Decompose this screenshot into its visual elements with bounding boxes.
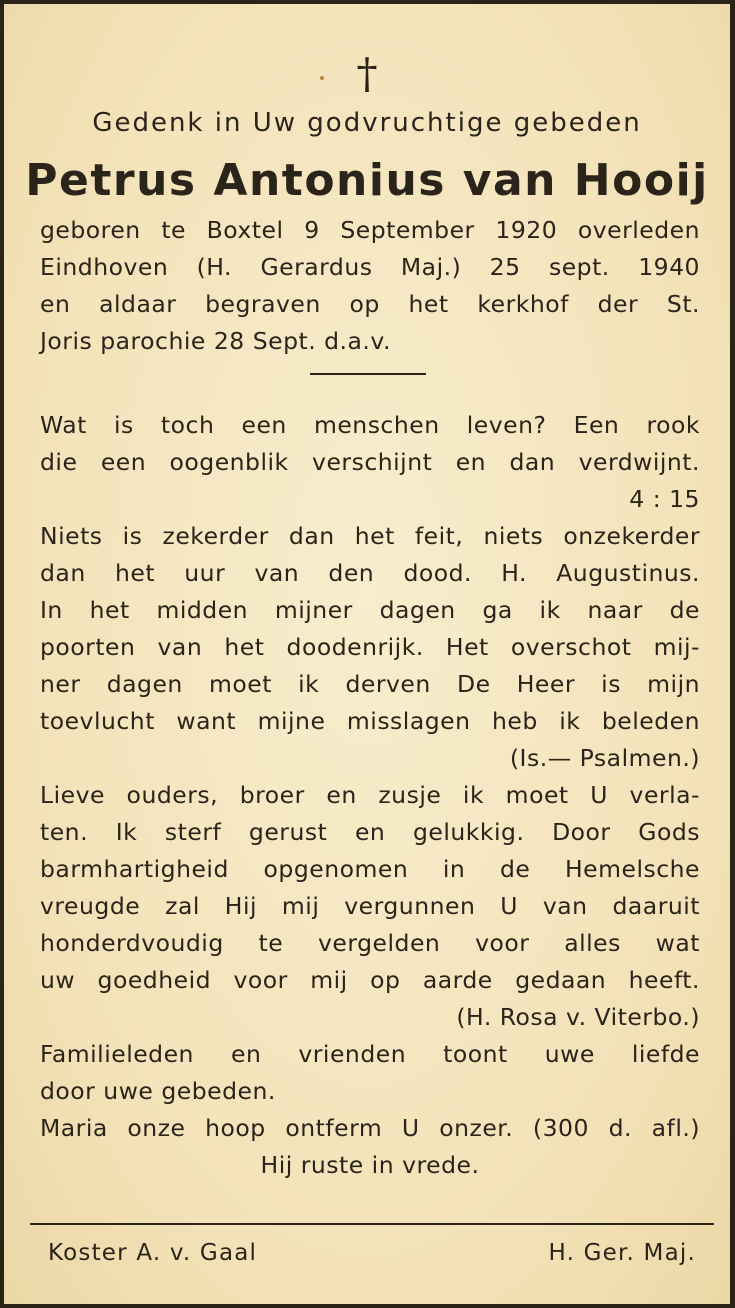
- text-line: (Is.— Psalmen.): [509, 744, 700, 772]
- text-line: Niets is zekerder dan het feit, niets onzekerder: [40, 522, 700, 550]
- text-line: vreugde zal Hij mij vergunnen U van daaruit: [40, 892, 700, 920]
- biography-line: Eindhoven (H. Gerardus Maj.) 25 sept. 1940: [40, 253, 700, 281]
- text-line: Maria onze hoop ontferm U onzer. (300 d. afl.): [40, 1114, 700, 1142]
- text-line: ten. Ik sterf gerust en gelukkig. Door Gods: [40, 818, 700, 846]
- divider-bottom: [30, 1223, 714, 1225]
- text-line: poorten van het doodenrijk. Het overschot mij-: [40, 633, 700, 661]
- body-text: [40, 407, 700, 1184]
- divider-short: [310, 373, 426, 375]
- text-line: die een oogenblik verschijnt en dan verdwijnt.: [40, 448, 700, 476]
- text-line: barmhartigheid opgenomen in de Hemelsche: [40, 855, 700, 883]
- parish-credit: H. Ger. Maj.: [548, 1240, 696, 1266]
- text-line: (H. Rosa v. Viterbo.): [456, 1003, 700, 1031]
- text-line: dan het uur van den dood. H. Augustinus.: [40, 559, 700, 587]
- text-line: Hij ruste in vrede.: [260, 1151, 480, 1179]
- biography-line: geboren te Boxtel 9 September 1920 overleden: [40, 216, 700, 244]
- text-line: toevlucht want mijne misslagen heb ik beleden: [40, 707, 700, 735]
- paper-speck: [320, 76, 324, 80]
- biography-line: Joris parochie 28 Sept. d.a.v.: [40, 327, 391, 355]
- cross-icon: †: [356, 49, 378, 98]
- text-line: honderdvoudig te vergelden voor alles wat: [40, 929, 700, 957]
- text-line: Lieve ouders, broer en zusje ik moet U verla-: [40, 781, 700, 809]
- biography-line: en aldaar begraven op het kerkhof der St.: [40, 290, 700, 318]
- text-line: Wat is toch een menschen leven? Een rook: [40, 411, 700, 439]
- text-line: 4 : 15: [629, 485, 700, 513]
- printer-credit: Koster A. v. Gaal: [48, 1240, 258, 1266]
- text-line: ner dagen moet ik derven De Heer is mijn: [40, 670, 700, 698]
- text-line: In het midden mijner dagen ga ik naar de: [40, 596, 700, 624]
- text-line: uw goedheid voor mij op aarde gedaan heeft.: [40, 966, 700, 994]
- text-line: door uwe gebeden.: [40, 1077, 276, 1105]
- deceased-name: Petrus Antonius van Hooij: [25, 155, 709, 206]
- biography: [40, 212, 700, 360]
- intro-line: Gedenk in Uw godvruchtige gebeden: [92, 108, 642, 138]
- text-line: Familieleden en vrienden toont uwe liefde: [40, 1040, 700, 1068]
- memorial-card: [4, 4, 730, 1304]
